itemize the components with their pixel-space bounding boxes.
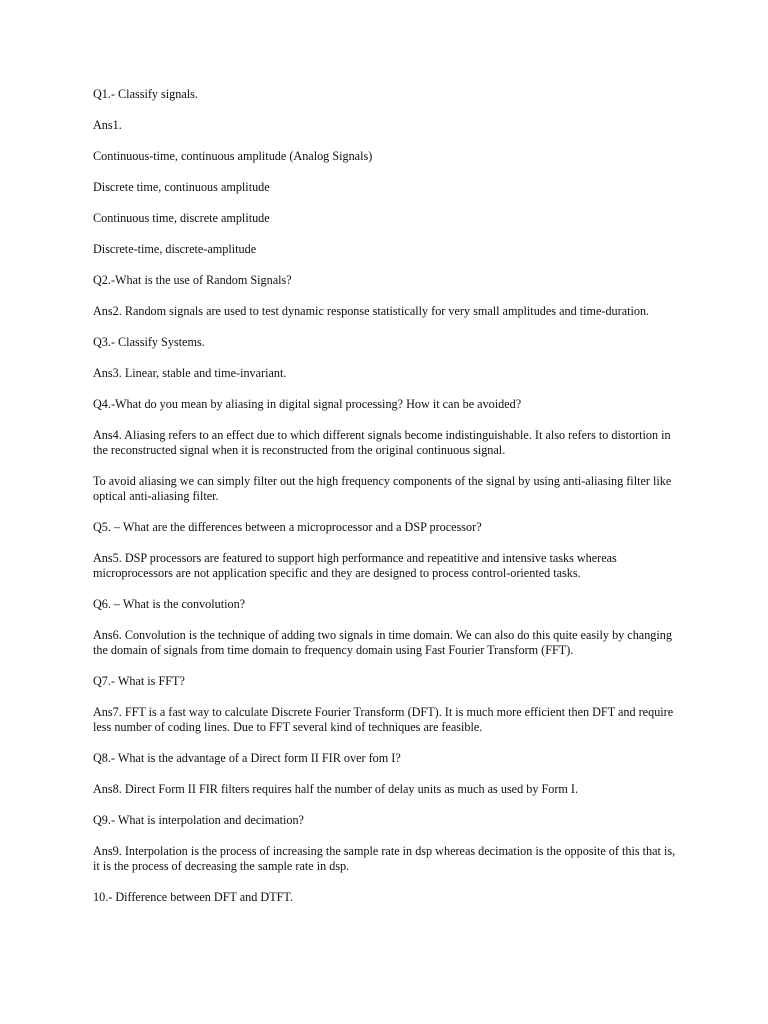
answer-4: Ans4. Aliasing refers to an effect due to which different signals become indistinguishable. It also refers to distortion in the reconstructed signal when it is reconstructed from the original continuous signal. xyxy=(93,428,671,457)
answer-1-item: Continuous time, discrete amplitude xyxy=(93,211,270,225)
question-10: 10.- Difference between DFT and DTFT. xyxy=(93,890,294,904)
answer-4-continued: To avoid aliasing we can simply filter out the high frequency components of the signal by using anti-aliasing filter like optical anti-aliasing filter. xyxy=(93,474,672,503)
answer-5: Ans5. DSP processors are featured to support high performance and repeatitive and intensive tasks whereas microprocessors are not application specific and they are designed to process control-oriented tasks. xyxy=(93,551,617,580)
answer-3: Ans3. Linear, stable and time-invariant. xyxy=(93,366,287,380)
answer-6: Ans6. Convolution is the technique of adding two signals in time domain. We can also do this quite easily by changing the domain of signals from time domain to frequency domain using Fast Fourier Transform (FFT). xyxy=(93,628,672,657)
answer-1-label: Ans1. xyxy=(93,118,122,132)
answer-1-item: Discrete-time, discrete-amplitude xyxy=(93,242,257,256)
answer-7: Ans7. FFT is a fast way to calculate Discrete Fourier Transform (DFT). It is much more efficient then DFT and require less number of coding lines. Due to FFT several kind of techniques are feasible. xyxy=(93,705,674,734)
question-2: Q2.-What is the use of Random Signals? xyxy=(93,273,292,287)
answer-1-item: Discrete time, continuous amplitude xyxy=(93,180,270,194)
question-1: Q1.- Classify signals. xyxy=(93,87,198,101)
question-4: Q4.-What do you mean by aliasing in digital signal processing? How it can be avoided? xyxy=(93,397,522,411)
question-3: Q3.- Classify Systems. xyxy=(93,335,205,349)
question-5: Q5. – What are the differences between a microprocessor and a DSP processor? xyxy=(93,520,482,534)
question-6: Q6. – What is the convolution? xyxy=(93,597,246,611)
answer-2: Ans2. Random signals are used to test dynamic response statistically for very small amplitudes and time-duration. xyxy=(93,304,650,318)
question-8: Q8.- What is the advantage of a Direct form II FIR over fom I? xyxy=(93,751,401,765)
question-7: Q7.- What is FFT? xyxy=(93,674,185,688)
question-9: Q9.- What is interpolation and decimation? xyxy=(93,813,304,827)
answer-8: Ans8. Direct Form II FIR filters requires half the number of delay units as much as used by Form I. xyxy=(93,782,579,796)
answer-1-item: Continuous-time, continuous amplitude (Analog Signals) xyxy=(93,149,373,163)
answer-9: Ans9. Interpolation is the process of increasing the sample rate in dsp whereas decimation is the opposite of this that is, it is the process of decreasing the sample rate in dsp. xyxy=(93,844,676,873)
document-body xyxy=(93,87,683,921)
